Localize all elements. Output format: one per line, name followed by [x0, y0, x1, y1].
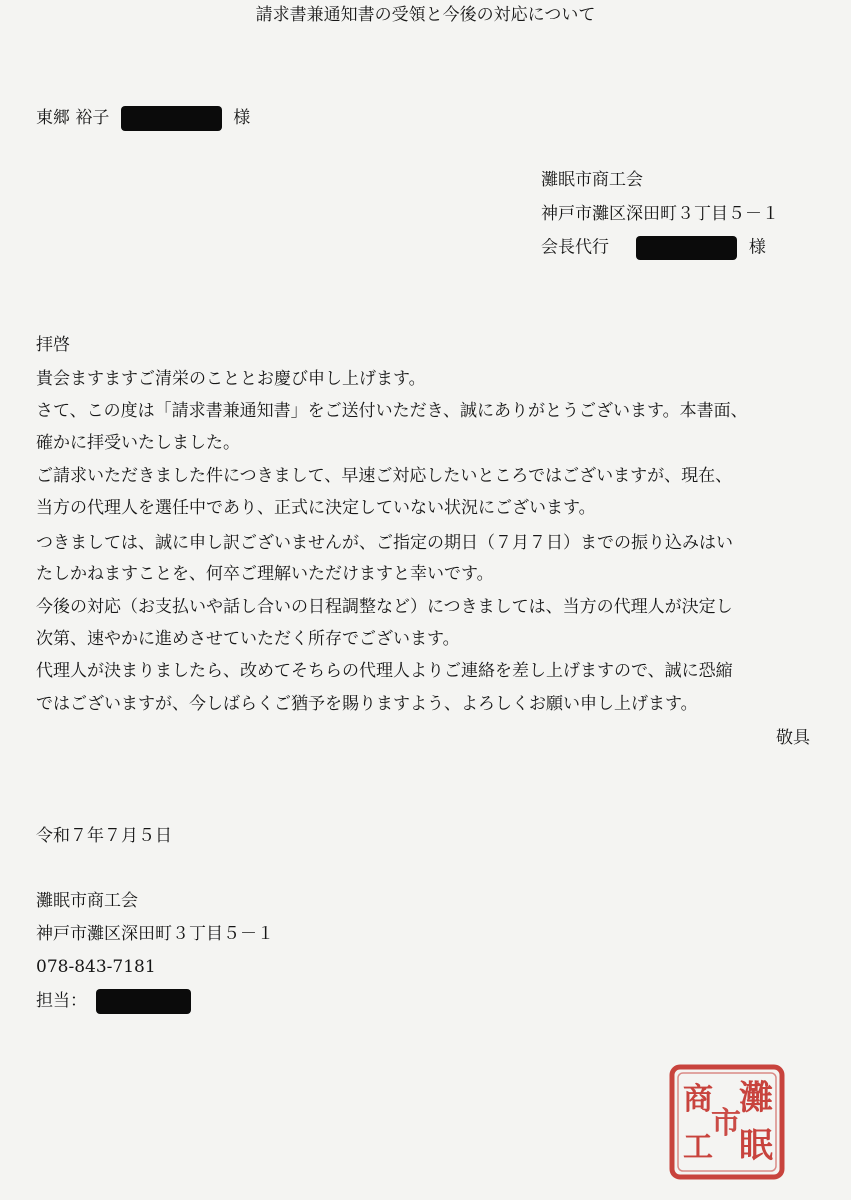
- body-line: 代理人が決まりましたら、改めてそちらの代理人よりご連絡を差し上げますので、誠に恐縮: [36, 661, 733, 681]
- salutation-closing: 敬具: [776, 728, 810, 748]
- sender-role-line: [541, 236, 766, 260]
- letter-date: 令和７年７月５日: [36, 826, 172, 846]
- svg-text:灘: 灘: [739, 1078, 773, 1118]
- body-line: 貴会ますますご清栄のこととお慶び申し上げます。: [36, 369, 426, 389]
- body-line: ではございますが、今しばらくご猶予を賜りますよう、よろしくお願い申し上げます。: [36, 694, 698, 714]
- body-line: 今後の対応（お支払いや話し合いの日程調整など）につきましては、当方の代理人が決定し: [36, 597, 733, 617]
- svg-text:市: 市: [711, 1106, 741, 1141]
- letter-title: 請求書兼通知書の受領と今後の対応について: [255, 5, 596, 25]
- sender-honorific: 様: [748, 237, 766, 258]
- body-line: ご請求いただきました件につきまして、早速ご対応したいところではございますが、現在、: [36, 466, 733, 486]
- svg-text:商: 商: [683, 1082, 713, 1117]
- signature-org: 灘眠市商工会: [36, 891, 138, 911]
- sender-role: 会長代行: [541, 237, 609, 258]
- redaction-bar: [636, 236, 737, 260]
- sender-org: 灘眠市商工会: [541, 170, 643, 190]
- contact-label: 担当：: [36, 991, 87, 1011]
- body-line: つきましては、誠に申し訳ございませんが、ご指定の期日（７月７日）までの振り込みはい: [36, 533, 733, 553]
- recipient-line: [36, 106, 250, 131]
- signature-address: 神戸市灘区深田町３丁目５－１: [36, 924, 274, 944]
- signature-phone: 078-843-7181: [36, 957, 156, 977]
- seal-stamp-icon: [668, 1063, 786, 1181]
- sender-address: 神戸市灘区深田町３丁目５－１: [541, 204, 779, 224]
- redaction-bar: [121, 106, 222, 131]
- body-line: 確かに拝受いたしました。: [36, 433, 240, 453]
- recipient-name: 東郷 裕子: [36, 108, 110, 128]
- body-line: 次第、速やかに進めさせていただく所存でございます。: [36, 629, 460, 649]
- svg-text:工: 工: [683, 1130, 713, 1165]
- recipient-honorific: 様: [233, 108, 251, 128]
- salutation-opening: 拝啓: [36, 335, 70, 355]
- redaction-bar: [96, 989, 191, 1014]
- svg-text:眠: 眠: [739, 1126, 773, 1166]
- body-line: 当方の代理人を選任中であり、正式に決定していない状況にございます。: [36, 498, 596, 518]
- body-line: たしかねますことを、何卒ご理解いただけますと幸いです。: [36, 564, 494, 584]
- signature-contact-line: [36, 989, 191, 1014]
- body-line: さて、この度は「請求書兼通知書」をご送付いただき、誠にありがとうございます。本書面、: [36, 401, 748, 421]
